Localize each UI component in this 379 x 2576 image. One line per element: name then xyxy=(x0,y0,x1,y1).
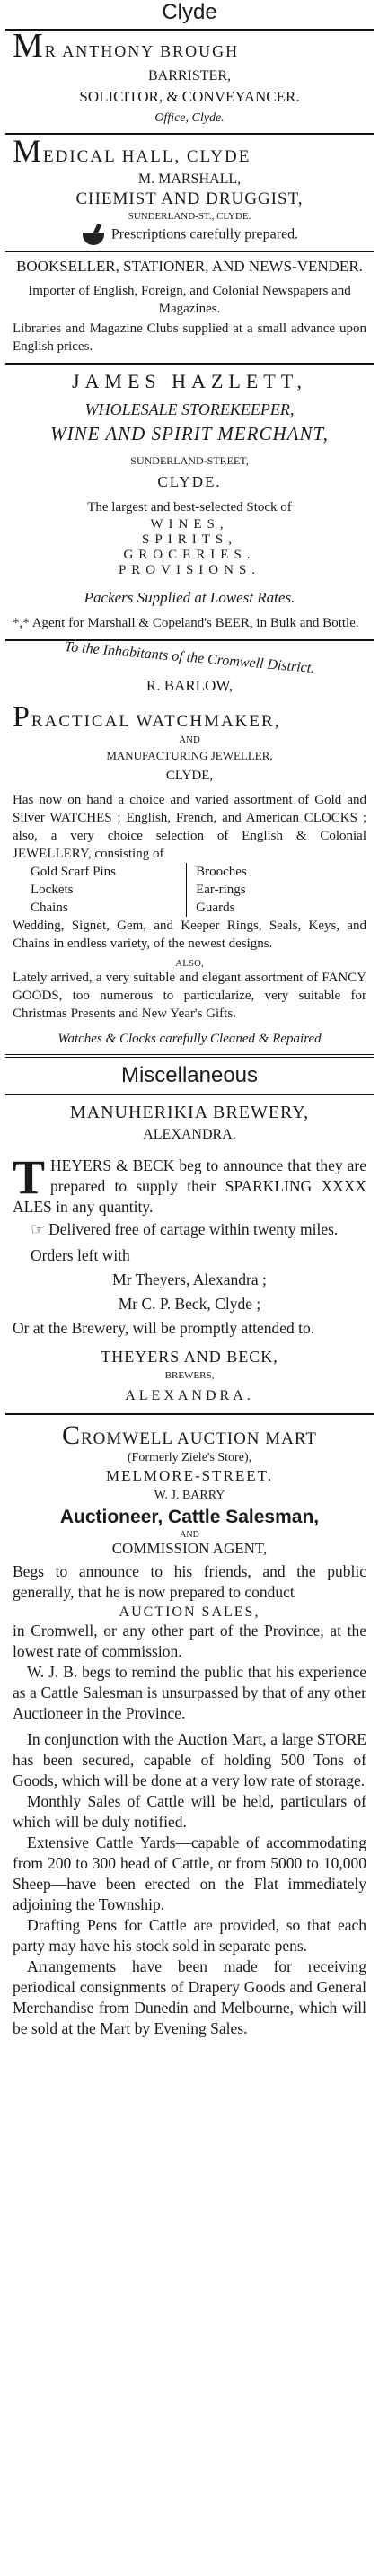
ad-brewery-sig: THEYERS AND BECK, xyxy=(101,1348,278,1366)
ad-bookseller-line: Importer of English, Foreign, and Colonial Newspapers and Magazines. xyxy=(28,284,351,316)
ad-medical xyxy=(0,133,379,247)
ad-auction-para: in Cromwell, or any other part of the Province, at the lowest rate of commission. xyxy=(13,1622,366,1660)
divider xyxy=(5,1413,374,1415)
ad-brough-title: MR ANTHONY BROUGH xyxy=(13,27,240,65)
ad-hazlett-line: The largest and best-selected Stock of xyxy=(87,500,292,514)
ad-hazlett-line: CLYDE. xyxy=(157,473,222,490)
drop-cap: M xyxy=(13,27,45,65)
ad-bookseller-line: Libraries and Magazine Clubs supplied at a small advance upon English prices. xyxy=(13,321,366,354)
ad-auction-para: Drafting Pens for Cattle are provided, so that each party may have his stock sold in separate pens. xyxy=(13,1916,366,1955)
ad-bookseller-title: BOOKSELLER, STATIONER, AND NEWS-VENDER. xyxy=(16,258,363,275)
drop-cap: C xyxy=(61,1420,81,1450)
ad-brewery-line: Mr Theyers, Alexandra ; xyxy=(112,1270,267,1288)
ad-brough-line: SOLICITOR, & CONVEYANCER. xyxy=(79,88,300,105)
ad-barlow-line: MANUFACTURING JEWELLER, xyxy=(106,749,273,762)
ad-barlow-line: R. BARLOW, xyxy=(145,677,234,694)
ad-auction xyxy=(0,1420,379,2039)
ad-brewery-sig: ALEXANDRA. xyxy=(125,1388,254,1403)
ad-hazlett-line: SPIRITS, xyxy=(142,532,237,547)
divider xyxy=(5,1054,374,1058)
ad-auction-line: MELMORE-STREET. xyxy=(106,1467,273,1484)
ad-brewery-line: ALEXANDRA. xyxy=(143,1127,236,1142)
ad-barlow-line: AND xyxy=(179,734,200,745)
ad-hazlett-line: WINES, xyxy=(150,517,229,532)
divider xyxy=(5,133,374,135)
ad-medical-title: MEDICAL HALL, CLYDE xyxy=(13,133,251,169)
ad-auction-para: In conjunction with the Auction Mart, a large STORE has been secured, capable of holding 500 Tons of Goods, which will be done at a very low rate of storage. xyxy=(13,1730,366,1789)
ad-medical-line: SUNDERLAND-ST., CLYDE. xyxy=(128,211,251,222)
ad-hazlett-line: WINE AND SPIRIT MERCHANT, xyxy=(50,423,329,444)
ad-barlow-para: Lately arrived, a very suitable and elegant assortment of FANCY GOODS, too numerous to particularize, very suitable for Christmas Presents and New Year's Gifts. xyxy=(13,971,366,1021)
ad-barlow-para: Has now on hand a choice and varied assortment of Gold and Silver WATCHES ; English, French, and American CLOCKS ; also, a very choice selection of English & Colonial JEWELLERY, consisting of xyxy=(13,793,366,861)
ad-brewery-line: Mr C. P. Beck, Clyde ; xyxy=(118,1295,261,1313)
ad-brewery-sig: BREWERS, xyxy=(164,1370,215,1381)
ad-brewery-line: Orders left with xyxy=(31,1246,130,1264)
ad-brewery-para: THEYERS & BECK beg to announce that they are prepared to supply their SPARKLING XXXX ALES in any quantity. xyxy=(13,1150,366,1216)
ad-brewery-line: Or at the Brewery, will be promptly attended to. xyxy=(13,1319,315,1337)
divider xyxy=(5,1094,374,1095)
ad-auction-para: Begs to announce to his friends, and the public generally, that he is now prepared to conduct xyxy=(13,1562,366,1601)
ad-hazlett-title: JAMES HAZLETT, xyxy=(71,370,308,392)
ad-auction-line: W. J. BARRY xyxy=(154,1489,225,1502)
section-header-clyde: Clyde xyxy=(162,0,217,24)
pointing-hand-icon: ☞ xyxy=(31,1220,46,1238)
ad-hazlett-line: GROCERIES. xyxy=(123,548,256,562)
ad-auction-para: Arrangements have been made for receiving periodical consignments of Drapery Goods and General Merchandise from Dunedin and Melbourne, which will be sold at the Mart by Evening Sales. xyxy=(13,1957,366,2037)
divider xyxy=(5,363,374,365)
ad-hazlett-line: Packers Supplied at Lowest Rates. xyxy=(84,589,295,606)
ad-barlow-col-b: Brooches Ear-rings Guards xyxy=(186,863,348,917)
ad-auction-line: AND xyxy=(180,1530,199,1540)
ad-auction-para: Monthly Sales of Cattle will be held, particulars of which will be duly notified. xyxy=(13,1792,366,1831)
ad-auction-line: (Formerly Ziele's Store), xyxy=(127,1451,252,1464)
ad-auction-para: W. J. B. begs to remind the public that his experience as a Cattle Salesman is unsurpassed by that of any other Auctioneer in the Province. xyxy=(13,1663,366,1722)
ad-barlow-list xyxy=(13,863,366,917)
divider xyxy=(5,29,374,31)
divider xyxy=(5,251,374,252)
ad-barlow-line: ALSO, xyxy=(175,958,204,969)
ad-hazlett-line: PROVISIONS. xyxy=(118,563,261,577)
ad-auction-title: CROMWELL AUCTION MART xyxy=(61,1420,318,1450)
ad-medical-line: M. MARSHALL, xyxy=(137,171,242,187)
mortar-pestle-icon xyxy=(81,224,106,247)
drop-cap: P xyxy=(13,700,31,734)
ad-brewery-title: MANUHERIKIA BREWERY, xyxy=(69,1103,310,1122)
ad-medical-line: CHEMIST AND DRUGGIST, xyxy=(75,189,304,208)
ad-auction-line: Auctioneer, Cattle Salesman, xyxy=(59,1507,320,1527)
ad-hazlett xyxy=(0,370,379,632)
ad-barlow-title: PRACTICAL WATCHMAKER, xyxy=(13,700,281,734)
ad-brewery xyxy=(0,1103,379,1404)
ad-barlow-col-a: Gold Scarf Pins Lockets Chains xyxy=(31,865,116,915)
ad-barlow xyxy=(0,638,379,1047)
ad-hazlett-line: SUNDERLAND-STREET, xyxy=(130,454,249,467)
ad-medical-line: Prescriptions carefully prepared. xyxy=(13,224,366,247)
ad-auction-para: Extensive Cattle Yards—capable of accommodating from 200 to 300 head of Cattle, or from 5000 to 10,000 Sheep—have been erected on the Flat immediately adjoining the Township. xyxy=(13,1833,366,1913)
ad-brough xyxy=(0,27,379,126)
ad-barlow-para: Wedding, Signet, Gem, and Keeper Rings, Seals, Keys, and Chains in endless variety, of the newest designs. xyxy=(13,919,366,951)
drop-cap: M xyxy=(13,133,44,169)
ad-auction-line: AUCTION SALES, xyxy=(119,1605,260,1620)
ad-brough-line: Office, Clyde. xyxy=(154,111,225,125)
section-header-miscellaneous: Miscellaneous xyxy=(120,1063,259,1087)
ad-barlow-banner: To the Inhabitants of the Cromwell District. xyxy=(64,638,315,677)
ad-hazlett-line: *,* Agent for Marshall & Copeland's BEER, in Bulk and Bottle. xyxy=(13,616,359,630)
ad-barlow-line: CLYDE, xyxy=(165,769,214,783)
ad-brewery-para: ☞ Delivered free of cartage within twenty miles. xyxy=(31,1220,339,1238)
drop-cap: T xyxy=(13,1150,46,1204)
ad-hazlett-line: WHOLESALE STOREKEEPER, xyxy=(84,400,295,418)
ad-auction-line: COMMISSION AGENT, xyxy=(111,1540,268,1557)
ad-barlow-footer: Watches & Clocks carefully Cleaned & Repaired xyxy=(57,1032,322,1046)
ad-bookseller xyxy=(0,256,379,356)
ad-brough-line: BARRISTER, xyxy=(147,68,231,84)
